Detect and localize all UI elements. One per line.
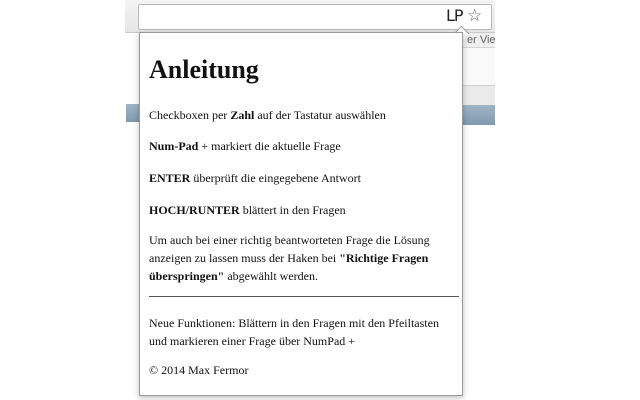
- background-box: [463, 85, 495, 107]
- instruction-checkbox: [149, 106, 455, 124]
- text: überprüft die eingegebene Antwort: [190, 171, 361, 185]
- extension-popup: [139, 32, 463, 396]
- text: abgewählt werden.: [224, 269, 318, 283]
- text: + markiert die aktuelle Frage: [198, 139, 341, 153]
- extension-lp-icon[interactable]: LP: [446, 6, 463, 25]
- popup-title: Anleitung: [149, 55, 259, 84]
- copyright: © 2014 Max Fermor: [149, 363, 249, 377]
- keyword: "Richtige Fragen überspringen": [149, 251, 429, 283]
- instruction-enter: [149, 169, 455, 187]
- background-blue-bar-left: [126, 104, 140, 122]
- background-blue-bar: [463, 105, 495, 125]
- text: Um auch bei einer richtig beantworteten Frage die Lösung anzeigen zu lassen muss der Haken bei: [149, 233, 430, 265]
- divider: [149, 296, 459, 297]
- bookmark-star-icon[interactable]: ☆: [467, 6, 483, 26]
- new-features-note: Neue Funktionen: Blättern in den Fragen mit den Pfeiltasten und markieren einer Frage über NumPad +: [149, 316, 439, 348]
- instruction-navigation: [149, 201, 455, 219]
- text: auf der Tastatur auswählen: [254, 108, 386, 122]
- address-bar[interactable]: [138, 4, 492, 30]
- background-page: [463, 33, 495, 125]
- keyword: Zahl: [230, 108, 255, 122]
- background-nav-text: er Vie: [467, 34, 496, 46]
- text: Checkboxen per: [149, 108, 231, 122]
- keyword: Num-Pad: [149, 139, 199, 153]
- background-nav-band: [463, 33, 495, 48]
- keyword: ENTER: [149, 171, 191, 185]
- instruction-numpad: [149, 137, 455, 155]
- text: blättert in den Fragen: [239, 203, 346, 217]
- instruction-show-solution: [149, 231, 455, 285]
- keyword: HOCH/RUNTER: [149, 203, 240, 217]
